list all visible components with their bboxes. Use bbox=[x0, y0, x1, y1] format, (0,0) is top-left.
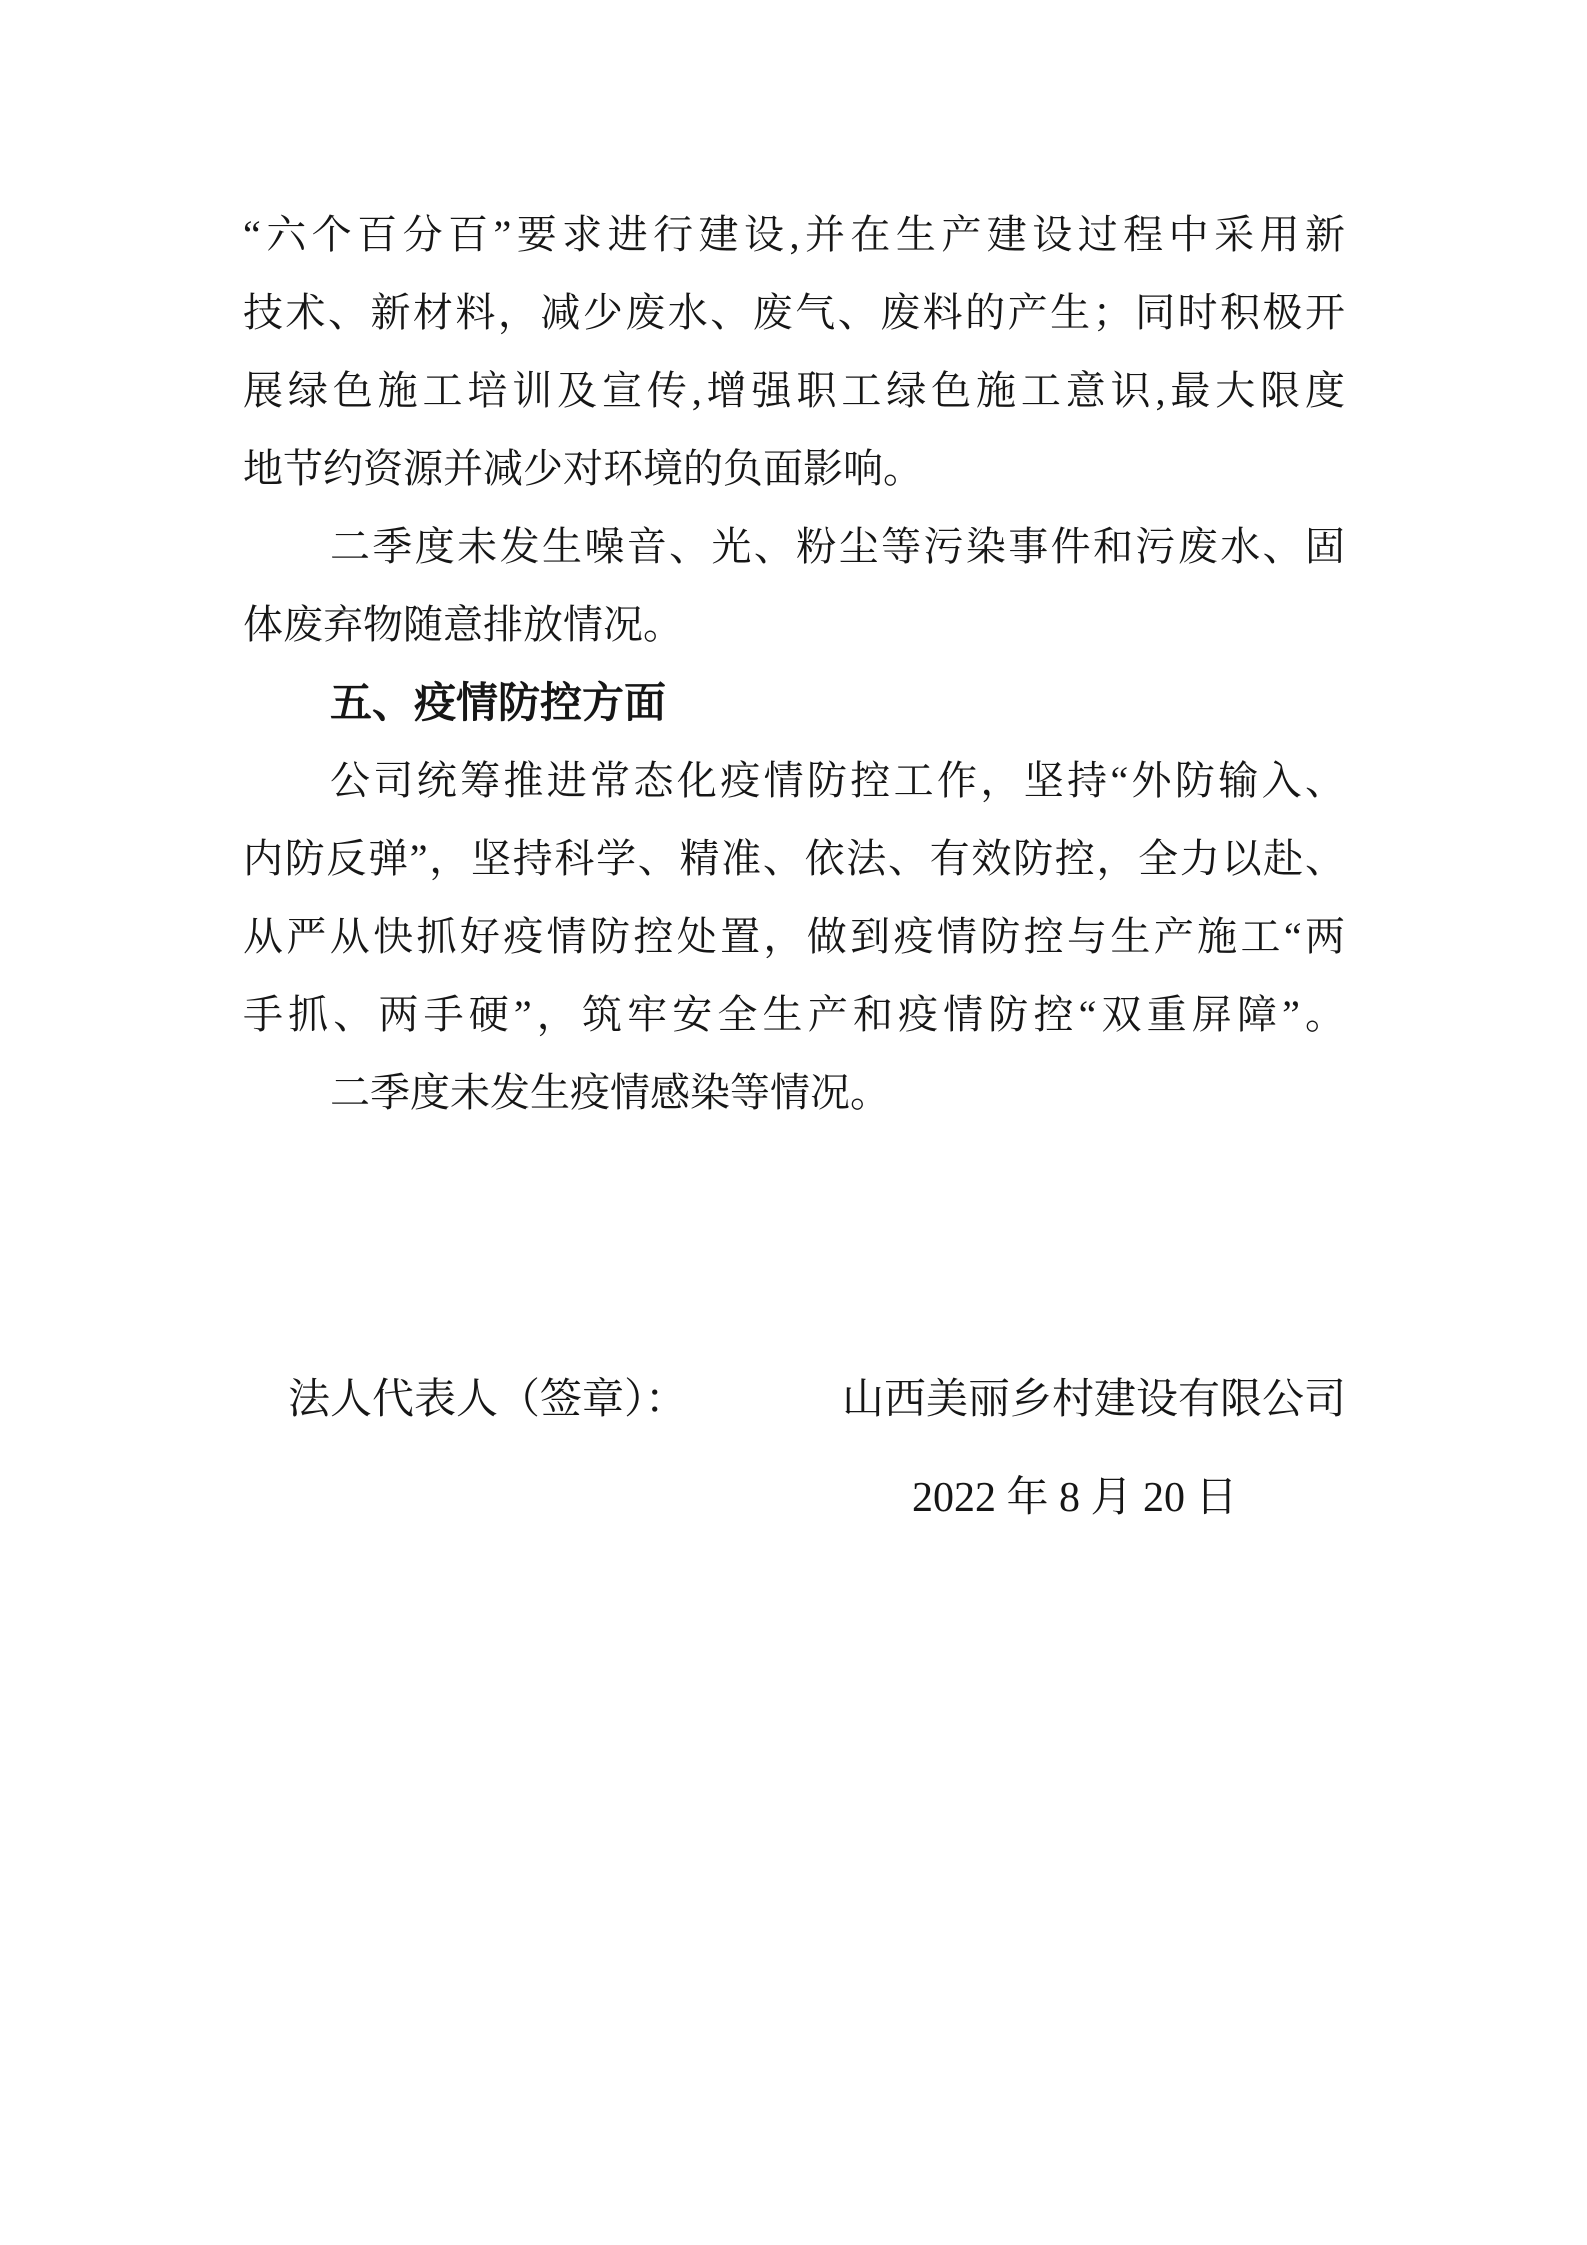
body-line: 地节约资源并减少对环境的负面影响。 bbox=[243, 446, 923, 491]
body-line: 体废弃物随意排放情况。 bbox=[243, 602, 683, 647]
legal-representative-label: 法人代表人（签章）： bbox=[288, 1377, 688, 1423]
body-line: 二季度未发生疫情感染等情况。 bbox=[330, 1070, 890, 1115]
body-line: 展绿色施工培训及宣传,增强职工绿色施工意识,最大限度 bbox=[243, 368, 1345, 413]
company-name: 山西美丽乡村建设有限公司 bbox=[842, 1377, 1347, 1423]
body-line: 二季度未发生噪音、光、粉尘等污染事件和污废水、固 bbox=[330, 524, 1345, 569]
signature-date: 2022 年 8 月 20 日 bbox=[912, 1475, 1238, 1521]
body-line: “六个百分百”要求进行建设,并在生产建设过程中采用新 bbox=[243, 212, 1345, 257]
body-line: 从严从快抓好疫情防控处置，做到疫情防控与生产施工“两 bbox=[243, 914, 1345, 959]
body-line: 公司统筹推进常态化疫情防控工作，坚持“外防输入、 bbox=[330, 758, 1345, 803]
section-heading: 五、疫情防控方面 bbox=[330, 679, 667, 726]
document-body bbox=[243, 196, 1345, 1132]
body-line: 技术、新材料，减少废水、废气、废料的产生；同时积极开 bbox=[243, 290, 1345, 335]
body-line: 手抓、两手硬”，筑牢安全生产和疫情防控“双重屏障”。 bbox=[243, 992, 1345, 1037]
body-line: 内防反弹”，坚持科学、精准、依法、有效防控，全力以赴、 bbox=[243, 836, 1345, 881]
